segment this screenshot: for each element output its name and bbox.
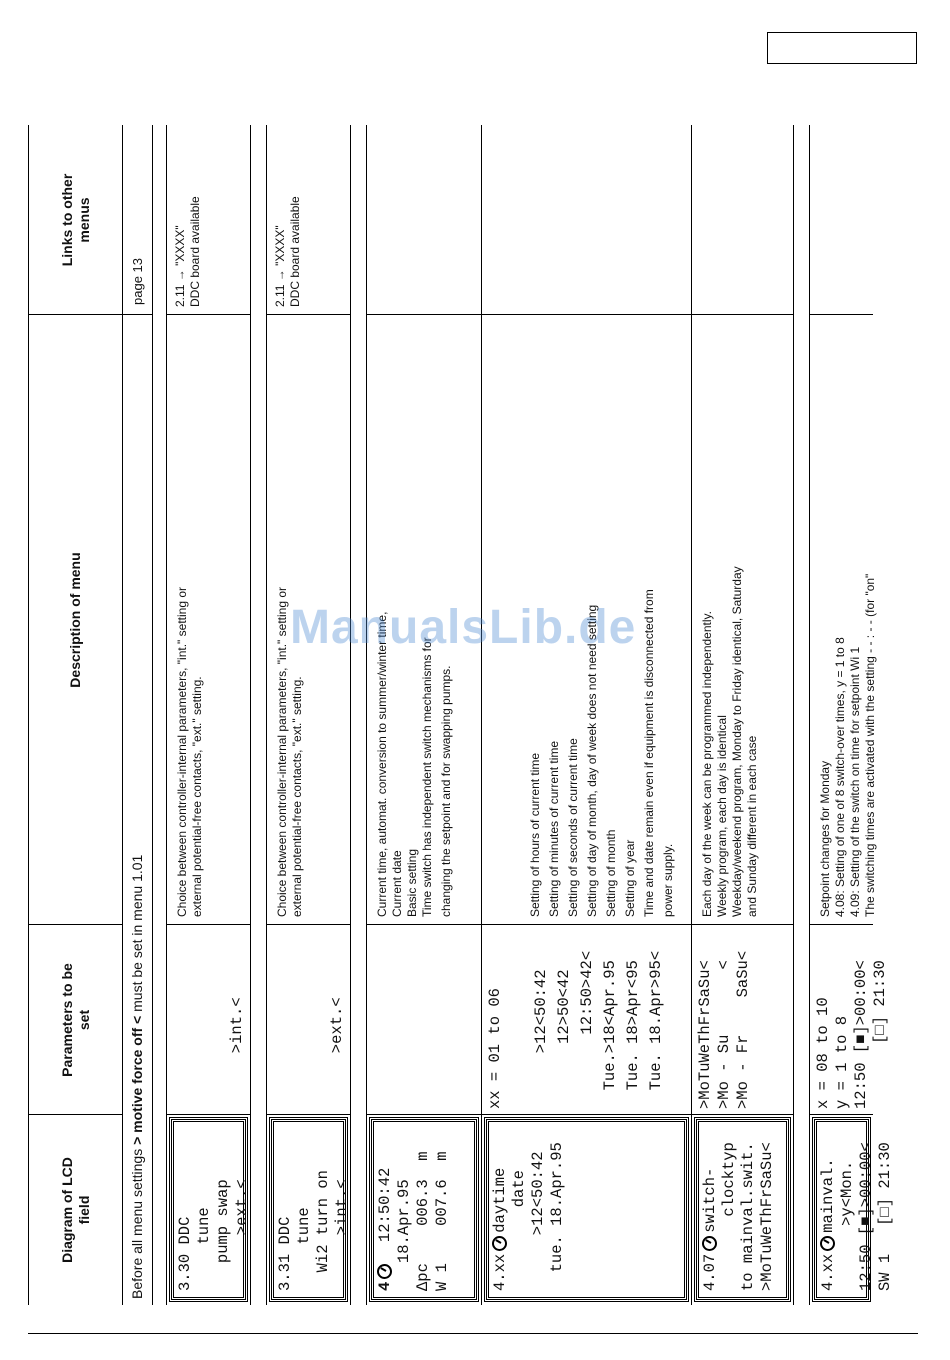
description-line: external potential-free contacts, "ext." setting. [190,676,204,917]
lcd-line: 18.Apr.95 [395,1179,413,1291]
lcd-line: tue. 18.Apr.95 [548,1142,566,1291]
lcd-line: W 1 007.6 m [433,1151,451,1291]
params-cell [267,925,350,1109]
param-line: x = 08 to 10 [814,997,832,1109]
table-row [809,125,894,1305]
param-line: >MoTuWeThFrSaSu< [696,960,714,1109]
lcd-cell [692,1115,793,1305]
description-line: Choice between controller-internal parameters, "int." setting or [275,586,289,917]
description-line: 4.09: Setting of the switch on time for setpoint Wi 1 [848,646,862,917]
link-line: 2.11 → "XXXX" [273,225,287,307]
params-cell [367,925,481,1109]
note-row [123,125,153,1305]
links-cell [482,125,691,315]
param-line [290,925,309,1109]
params-cell [482,925,691,1109]
lcd-line: tune [195,1207,213,1291]
lcd-cell [367,1115,481,1305]
clock-icon [492,1236,507,1251]
description-line: 4.08: Setting of one of 8 switch-over times, y = 1 to 8 [833,637,847,917]
link-line: DDC board available [188,196,202,307]
description-line: Weekday/weekend program, Monday to Friday identical, Saturday [730,566,744,917]
lcd-display [486,1119,687,1300]
description-line: The switching times are activated with the setting - - : - - (for "on" [863,573,877,917]
description-line: Setting of year [623,839,637,917]
description-line: Weekly program, each day is identical [715,715,729,917]
lcd-menu-number: 4.xx [819,1253,837,1291]
description-line: Current date [390,850,404,917]
lcd-line-text: daytime [491,1167,509,1233]
lcd-line: tune [295,1207,313,1291]
description-cell [167,317,250,917]
clock-icon [820,1236,835,1251]
lcd-line: to mainval.swit. [739,1142,757,1291]
param-line: 12:50 [■]>00:00< [852,960,870,1109]
lcd-menu-number: 4.xx [491,1253,509,1291]
lcd-line: pump swap [214,1179,232,1291]
table-row [166,125,251,1305]
param-line [309,925,328,1109]
description-line: external potential-free contacts, "ext." setting. [290,676,304,917]
param-line: >int.< [228,997,246,1109]
description-line: Choice between controller-internal parameters, "int." setting or [175,586,189,917]
param-line: >ext.< [328,997,346,1109]
table-row [481,125,691,1305]
lcd-menu-number: 4.07 [701,1253,719,1291]
lcd-display [171,1119,251,1300]
lcd-line: >y<Mon. [838,1160,856,1291]
lcd-line: Wi2 turn on [314,1170,332,1291]
header-params: Parameters to be set [58,963,92,1077]
header-desc: Description of menu [67,552,83,688]
lcd-line [701,1128,720,1291]
lcd-cell [482,1115,691,1305]
page-number-box [767,32,917,64]
lcd-line: SW 1 [□] 21:30 [876,1142,894,1291]
param-line: 12>50<42 [555,969,573,1109]
header-links: Links to other menus [58,173,92,267]
description-line: Each day of the week can be programmed independently. [700,611,714,917]
lcd-line: >ext.< [233,1179,251,1291]
clock-icon [377,1264,392,1279]
param-line: >12<50:42 [532,969,550,1109]
lcd-line [376,1128,395,1291]
description-line: Setting of seconds of current time [566,738,580,917]
description-cell [692,317,793,917]
lcd-line [491,1128,510,1291]
lcd-display [696,1119,789,1300]
lcd-line-text: switch- [701,1167,719,1233]
clock-icon [702,1236,717,1251]
param-line: Tue. 18.Apr>95< [647,950,665,1109]
lcd-display [814,1119,894,1300]
lcd-line: >MoTuWeThFrSaSu< [758,1142,776,1291]
param-line [171,925,190,1109]
table-header-row [28,125,123,1305]
description-line: Current time, automat. conversion to summer/winter time, [375,611,389,917]
params-cell [810,925,889,1109]
footer-rule [28,1333,918,1334]
param-line: xx = 01 to 06 [486,988,504,1109]
description-line: Setting of day of month, day of week does not need setting [585,604,599,917]
lcd-line [819,1128,838,1291]
params-cell [167,925,250,1109]
lcd-line: >int.< [333,1179,351,1291]
links-cell [367,125,481,315]
param-line [509,925,532,1109]
param-line [209,925,228,1109]
description-line: power supply. [661,843,675,917]
description-line: Setpoint changes for Monday [818,760,832,917]
param-line: [□] 21:30 [871,960,889,1109]
lcd-line-text: 12:50:42 [376,1167,394,1261]
link-line: DDC board available [288,196,302,307]
lcd-display [271,1119,351,1300]
description-line: Setting of hours of current time [528,752,542,917]
links-cell [692,125,793,315]
description-cell [810,317,877,917]
param-line: Tue. 18>Apr<95 [624,960,642,1109]
table-row [366,125,481,1305]
lcd-line: clocktyp [720,1142,738,1291]
menu-table [28,125,894,1305]
page-reference: page 13 [130,258,145,305]
description-line: Setting of month [604,829,618,917]
table-row [266,125,351,1305]
description-line: Time switch has independent switch mechanisms for [420,637,434,917]
description-line: Basic setting [405,848,419,917]
lcd-menu-number: 4 [376,1281,394,1291]
lcd-cell [167,1115,250,1305]
param-line: 12:50>42< [578,950,596,1109]
header-lcd: Diagram of LCD field [58,1157,92,1263]
lcd-line: 3.30 DDC [176,1216,194,1291]
param-line: >Mo - Fr SaSu< [734,950,752,1109]
links-cell [267,125,350,315]
lcd-cell [267,1115,350,1305]
links-cell [167,125,250,315]
lcd-line: 12:50 [■]>00:00< [857,1142,875,1291]
lcd-line: date [510,1170,528,1291]
param-line: y = 1 to 8 [833,1015,851,1109]
param-line: >Mo - Su < [715,960,733,1109]
table-row [691,125,794,1305]
param-line [190,925,209,1109]
watermark: ManualsLib.de [290,601,637,654]
description-line: changing the setpoint and for swapping pumps. [439,665,453,917]
lcd-line: 3.31 DDC [276,1216,294,1291]
params-cell [692,925,793,1109]
param-line [271,925,290,1109]
lcd-cell [810,1115,894,1305]
settings-note: Before all menu settings > motive force off < must be set in menu 1.01 [129,854,145,1299]
lcd-display [371,1119,477,1300]
link-line: 2.11 → "XXXX" [173,225,187,307]
description-line: and Sunday different in each case [745,735,759,917]
description-line: Setting of minutes of current time [547,740,561,917]
links-cell [810,125,873,315]
description-line: Time and date remain even if equipment is disconnected from [642,589,656,917]
lcd-line: >12<50:42 [529,1151,547,1291]
param-line: Tue.>18<Apr.95 [601,960,619,1109]
lcd-line: ∆pc 006.3 m [414,1151,432,1291]
lcd-line-text: mainval. [819,1158,837,1233]
